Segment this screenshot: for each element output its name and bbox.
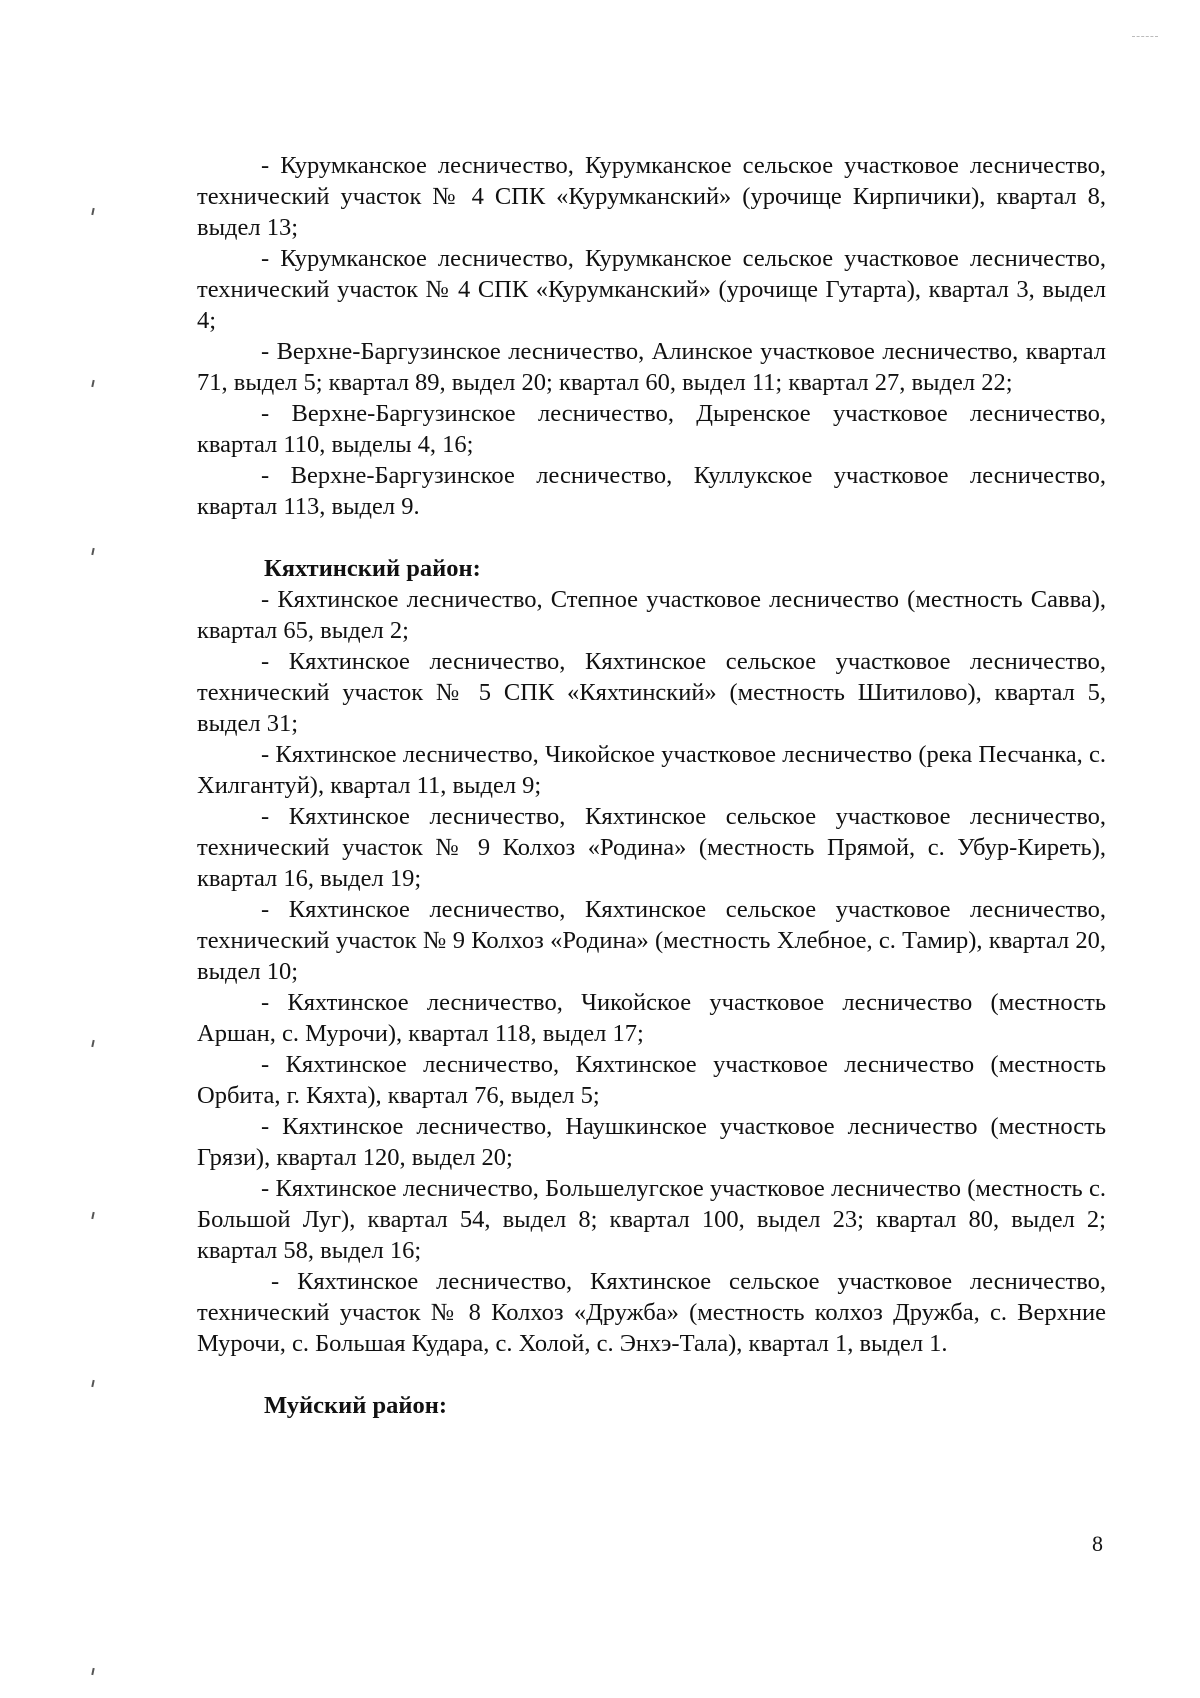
list-item: - Кяхтинское лесничество, Большелугское участковое лесничество (местность с. Большой Луг), квартал 54, выдел 8; квартал 100, выдел 23; квартал 80, выдел 2; квартал 58, выдел 16;	[197, 1175, 1106, 1264]
list-item: - Курумканское лесничество, Курумканское сельское участковое лесничество, технический участок № 4 СПК «Курумканский» (урочище Кирпичики), квартал 8, выдел 13;	[197, 152, 1106, 241]
list-item: - Кяхтинское лесничество, Степное участковое лесничество (местность Савва), квартал 65, выдел 2;	[197, 586, 1106, 644]
scan-speck	[91, 1040, 94, 1047]
section-kyakhtinsky	[197, 553, 1106, 1359]
document-body	[197, 150, 1106, 1421]
list-item: - Верхне-Баргузинское лесничество, Куллукское участковое лесничество, квартал 113, выдел 9.	[197, 462, 1106, 520]
list-item: - Кяхтинское лесничество, Чикойское участковое лесничество (местность Аршан, с. Мурочи), квартал 118, выдел 17;	[197, 989, 1106, 1047]
page-number: 8	[1092, 1531, 1103, 1556]
scan-speck	[91, 1668, 94, 1675]
scan-speck	[91, 548, 94, 555]
scan-speck	[91, 1380, 94, 1387]
list-item: - Кяхтинское лесничество, Кяхтинское сельское участковое лесничество, технический участок № 9 Колхоз «Родина» (местность Хлебное, с. Тамир), квартал 20, выдел 10;	[197, 896, 1106, 985]
list-item: - Верхне-Баргузинское лесничество, Дыренское участковое лесничество, квартал 110, выделы 4, 16;	[197, 400, 1106, 458]
list-item: - Кяхтинское лесничество, Чикойское участковое лесничество (река Песчанка, с. Хилгантуй), квартал 11, выдел 9;	[197, 741, 1106, 799]
section-heading: Кяхтинский район:	[264, 555, 481, 582]
list-item: - Курумканское лесничество, Курумканское сельское участковое лесничество, технический участок № 4 СПК «Курумканский» (урочище Гутарта), квартал 3, выдел 4;	[197, 245, 1106, 334]
section-heading: Муйский район:	[264, 1392, 448, 1419]
list-item: - Кяхтинское лесничество, Кяхтинское сельское участковое лесничество, технический участок № 8 Колхоз «Дружба» (местность колхоз Дружба, с. Верхние Мурочи, с. Большая Кудара, с. Холой, с. Энхэ-Тала), квартал 1, выдел 1.	[197, 1268, 1106, 1357]
scan-speck	[91, 380, 94, 387]
list-item: - Кяхтинское лесничество, Кяхтинское сельское участковое лесничество, технический участок № 5 СПК «Кяхтинский» (местность Шитилово), квартал 5, выдел 31;	[197, 648, 1106, 737]
list-item: - Кяхтинское лесничество, Кяхтинское участковое лесничество (местность Орбита, г. Кяхта), квартал 76, выдел 5;	[197, 1051, 1106, 1109]
section-muysky	[197, 1390, 1106, 1421]
list-item: - Кяхтинское лесничество, Кяхтинское сельское участковое лесничество, технический участок № 9 Колхоз «Родина» (местность Прямой, с. Убур-Киреть), квартал 16, выдел 19;	[197, 803, 1106, 892]
list-item: - Верхне-Баргузинское лесничество, Алинское участковое лесничество, квартал 71, выдел 5; квартал 89, выдел 20; квартал 60, выдел 11; квартал 27, выдел 22;	[197, 338, 1106, 396]
scan-corner-mark	[1132, 36, 1158, 38]
list-item: - Кяхтинское лесничество, Наушкинское участковое лесничество (местность Грязи), квартал 120, выдел 20;	[197, 1113, 1106, 1171]
section-continuation	[197, 150, 1106, 522]
scan-speck	[91, 208, 94, 215]
scan-speck	[91, 1212, 94, 1219]
